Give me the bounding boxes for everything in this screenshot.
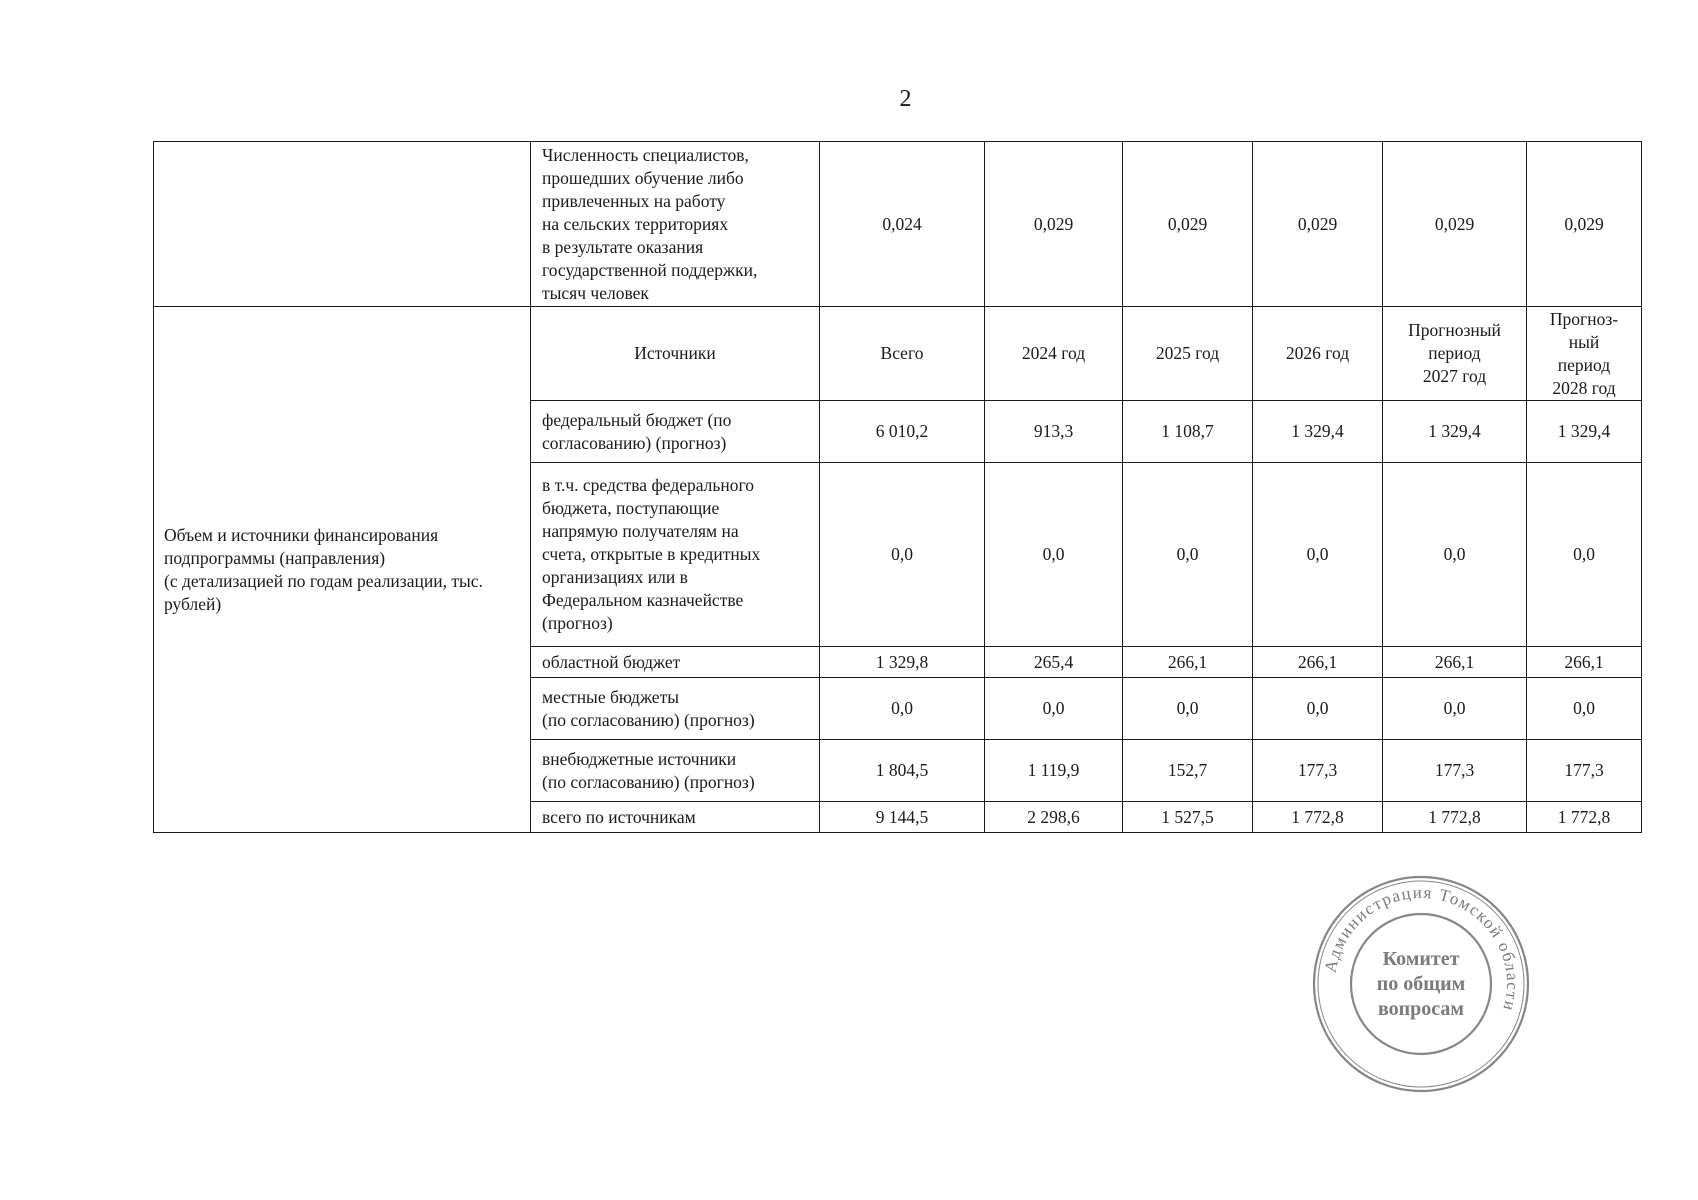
indicator-value: 0,029 [1253, 142, 1383, 307]
cell-value: 177,3 [1527, 740, 1642, 802]
cell-value: 9 144,5 [820, 802, 985, 833]
cell-value: 1 772,8 [1527, 802, 1642, 833]
program-table [153, 141, 1642, 833]
row-label: местные бюджеты (по согласованию) (прогноз) [531, 678, 820, 740]
cell-value: 0,0 [1253, 463, 1383, 647]
indicator-value: 0,024 [820, 142, 985, 307]
row-label: всего по источникам [531, 802, 820, 833]
cell-value: 0,0 [820, 463, 985, 647]
page-number: 2 [899, 86, 912, 112]
header-row [154, 307, 1642, 401]
header-sources: Источники [531, 307, 820, 401]
header-2028: Прогноз- ный период 2028 год [1527, 307, 1642, 401]
cell-value: 266,1 [1383, 647, 1527, 678]
cell-value: 266,1 [1123, 647, 1253, 678]
header-2027: Прогнозный период 2027 год [1383, 307, 1527, 401]
empty-cell [154, 142, 531, 307]
cell-value: 266,1 [1253, 647, 1383, 678]
cell-value: 0,0 [1527, 463, 1642, 647]
stamp-ring-text: Администрация Томской области [1320, 882, 1523, 1015]
cell-value: 1 527,5 [1123, 802, 1253, 833]
indicator-value: 0,029 [1383, 142, 1527, 307]
cell-value: 265,4 [985, 647, 1123, 678]
cell-value: 1 329,4 [1527, 401, 1642, 463]
cell-value: 1 804,5 [820, 740, 985, 802]
stamp-center-line: по общим [1376, 973, 1466, 995]
cell-value: 6 010,2 [820, 401, 985, 463]
cell-value: 1 772,8 [1253, 802, 1383, 833]
stamp-center-line: вопросам [1377, 998, 1465, 1020]
row-label: федеральный бюджет (по согласованию) (прогноз) [531, 401, 820, 463]
cell-value: 266,1 [1527, 647, 1642, 678]
official-stamp [1310, 873, 1532, 1095]
header-2025: 2025 год [1123, 307, 1253, 401]
financing-label: Объем и источники финансирования подпрограммы (направления) (с детализацией по годам реализации, тыс. рублей) [154, 307, 531, 833]
indicator-value: 0,029 [985, 142, 1123, 307]
cell-value: 0,0 [985, 463, 1123, 647]
indicator-label: Численность специалистов, прошедших обучение либо привлеченных на работу на сельских территориях в результате оказания государственной поддержки, тысяч человек [531, 142, 820, 307]
indicator-value: 0,029 [1123, 142, 1253, 307]
cell-value: 1 772,8 [1383, 802, 1527, 833]
cell-value: 0,0 [1123, 678, 1253, 740]
cell-value: 1 329,4 [1383, 401, 1527, 463]
cell-value: 0,0 [1383, 463, 1527, 647]
cell-value: 1 329,4 [1253, 401, 1383, 463]
cell-value: 0,0 [1383, 678, 1527, 740]
cell-value: 0,0 [985, 678, 1123, 740]
row-label: областной бюджет [531, 647, 820, 678]
cell-value: 0,0 [1527, 678, 1642, 740]
header-2026: 2026 год [1253, 307, 1383, 401]
row-label: в т.ч. средства федерального бюджета, поступающие напрямую получателям на счета, открытые в кредитных организациях или в Федеральном казначействе (прогноз) [531, 463, 820, 647]
cell-value: 913,3 [985, 401, 1123, 463]
header-2024: 2024 год [985, 307, 1123, 401]
cell-value: 0,0 [820, 678, 985, 740]
cell-value: 177,3 [1383, 740, 1527, 802]
cell-value: 1 108,7 [1123, 401, 1253, 463]
cell-value: 152,7 [1123, 740, 1253, 802]
indicator-value: 0,029 [1527, 142, 1642, 307]
row-label: внебюджетные источники (по согласованию) (прогноз) [531, 740, 820, 802]
cell-value: 2 298,6 [985, 802, 1123, 833]
header-total: Всего [820, 307, 985, 401]
cell-value: 0,0 [1123, 463, 1253, 647]
cell-value: 177,3 [1253, 740, 1383, 802]
cell-value: 0,0 [1253, 678, 1383, 740]
indicator-row [154, 142, 1642, 307]
stamp-center-line: Комитет [1382, 948, 1460, 970]
cell-value: 1 119,9 [985, 740, 1123, 802]
cell-value: 1 329,8 [820, 647, 985, 678]
